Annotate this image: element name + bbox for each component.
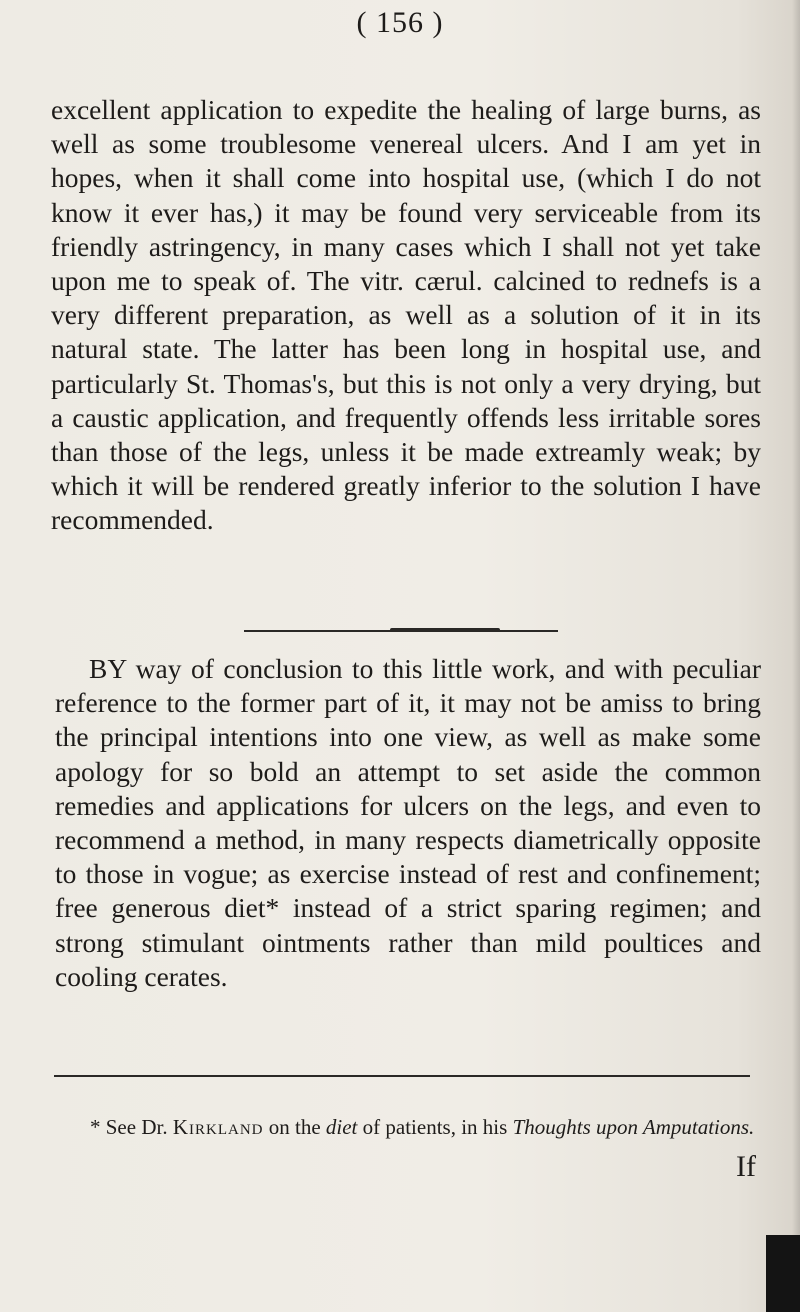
paragraph-1: excellent application to expedite the healing of large burns, as well as some troublesome venereal ulcers. And I am yet in hopes, when it shall come into hospital use, (which I do not know it ever has,) it may be found very serviceable from its friendly astringency, in many cases which I shall not yet take upon me to speak of. The vitr. cærul. calcined to rednefs is a very different preparation, as well as a solution of it in its natural state. The latter has been long in hospital use, and particularly St. Thomas's, but this is not only a very drying, but a caustic application, and frequently offends less irritable sores than those of the legs, unless it be made extreamly weak; by which it will be rendered greatly inferior to the solution I have recommended. [51,94,761,536]
footnote-on-the: on the [268,1115,321,1139]
page-number: ( 156 ) [356,6,444,39]
footnote-rule [54,1075,750,1077]
section-divider-ornament [390,628,500,632]
footnote-rest: of patients, in his [362,1115,508,1139]
catchword: If [736,1150,756,1183]
footnote [90,1110,760,1144]
scan-background-corner [766,1235,800,1312]
footnote-author: Kirkland [172,1115,264,1139]
footnote-mark: * See Dr. [90,1115,168,1139]
footnote-title: Thoughts upon Amputations. [512,1115,755,1139]
page-edge-shadow [792,0,800,1312]
footnote-diet: diet [325,1115,358,1139]
paragraph-2: BY way of conclusion to this little work, and with peculiar reference to the former part of it, it may not be amiss to bring the principal intentions into one view, as well as make some apology for so bold an attempt to set aside the common remedies and applications for ulcers on the legs, and even to recommend a method, in many respects diametrically opposite to those in vogue; as exercise instead of rest and confinement; free generous diet* instead of a strict sparing regimen; and strong stimulant ointments rather than mild poultices and cooling cerates. [55,653,761,992]
